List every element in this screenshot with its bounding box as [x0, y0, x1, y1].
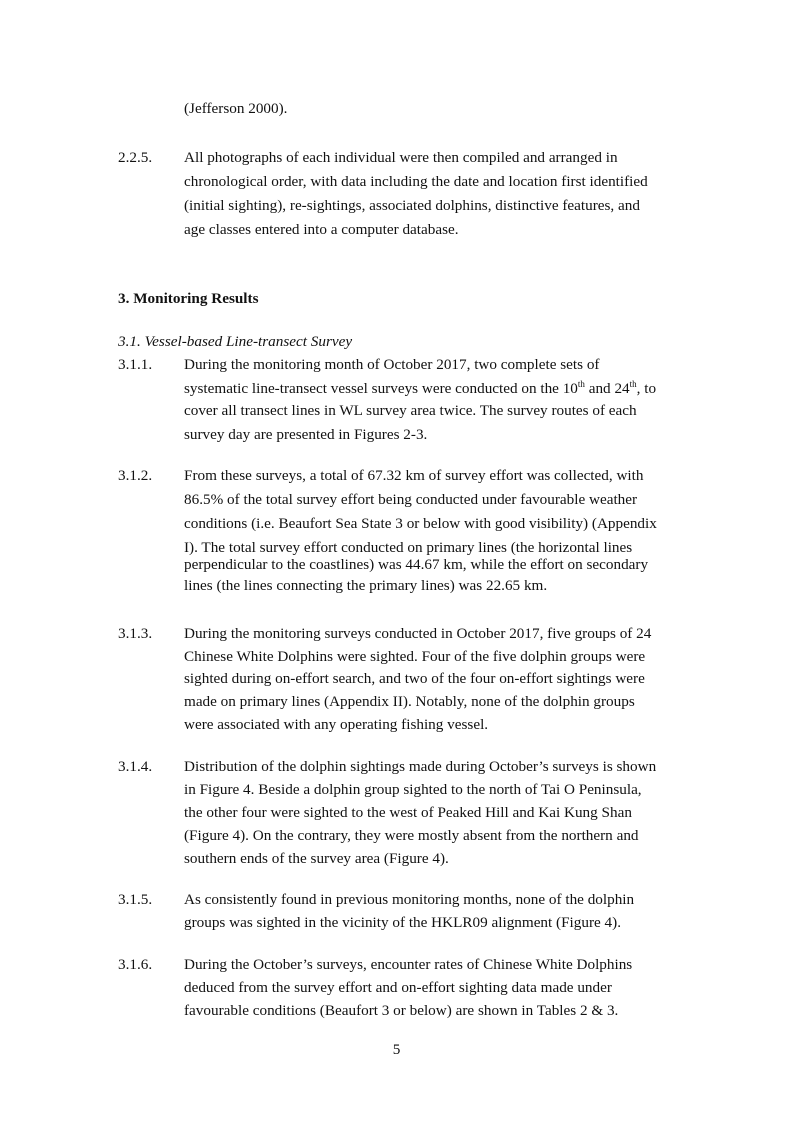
paragraph-3-1-2-line: I). The total survey effort conducted on primary lines (the horizontal lines	[184, 539, 633, 556]
paragraph-3-1-1-line-with-superscripts	[184, 381, 656, 397]
paragraph-number-2-2-5: 2.2.5.	[118, 149, 153, 166]
paragraph-3-1-4-line: (Figure 4). On the contrary, they were mostly absent from the northern and	[184, 827, 639, 844]
paragraph-3-1-6-line: favourable conditions (Beaufort 3 or below) are shown in Tables 2 & 3.	[184, 1002, 619, 1019]
superscript: th	[629, 379, 637, 389]
paragraph-number-3-1-6: 3.1.6.	[118, 956, 153, 973]
page-number: 5	[392, 1041, 401, 1058]
paragraph-number-3-1-4: 3.1.4.	[118, 758, 153, 775]
paragraph-3-1-4-line: Distribution of the dolphin sightings made during October’s surveys is shown	[184, 758, 657, 775]
paragraph-3-1-2-line: lines (the lines connecting the primary lines) was 22.65 km.	[184, 577, 548, 594]
paragraph-2-2-5-line: age classes entered into a computer database.	[184, 221, 459, 238]
paragraph-3-1-2-line: conditions (i.e. Beaufort Sea State 3 or below with good visibility) (Appendix	[184, 515, 657, 532]
paragraph-3-1-3-line: made on primary lines (Appendix II). Notably, none of the dolphin groups	[184, 693, 635, 710]
text-run: , to	[636, 380, 657, 397]
subsection-heading-vessel-survey: 3.1. Vessel-based Line-transect Survey	[118, 333, 353, 350]
section-heading-monitoring-results: 3. Monitoring Results	[118, 290, 259, 307]
text-run: systematic line-transect vessel surveys were conducted on the 10	[184, 380, 578, 397]
paragraph-3-1-2-line: perpendicular to the coastlines) was 44.67 km, while the effort on secondary	[184, 556, 649, 573]
text-run: and 24	[584, 380, 630, 397]
paragraph-3-1-3-line: were associated with any operating fishing vessel.	[184, 716, 489, 733]
paragraph-3-1-2-line: 86.5% of the total survey effort being conducted under favourable weather	[184, 491, 638, 508]
paragraph-3-1-4-line: southern ends of the survey area (Figure 4).	[184, 850, 449, 867]
paragraph-3-1-1-line: survey day are presented in Figures 2-3.	[184, 426, 428, 443]
paragraph-3-1-3-line: sighted during on-effort search, and two of the four on-effort sightings were	[184, 670, 645, 687]
paragraph-2-2-5-line: (initial sighting), re-sightings, associated dolphins, distinctive features, and	[184, 197, 640, 214]
paragraph-3-1-5-line: groups was sighted in the vicinity of the HKLR09 alignment (Figure 4).	[184, 914, 621, 931]
paragraph-3-1-6-line: deduced from the survey effort and on-effort sighting data made under	[184, 979, 612, 996]
paragraph-3-1-4-line: in Figure 4. Beside a dolphin group sighted to the north of Tai O Peninsula,	[184, 781, 642, 798]
paragraph-3-1-3-line: During the monitoring surveys conducted in October 2017, five groups of 24	[184, 625, 652, 642]
paragraph-2-2-5-line: All photographs of each individual were then compiled and arranged in	[184, 149, 618, 166]
paragraph-3-1-3-line: Chinese White Dolphins were sighted. Four of the five dolphin groups were	[184, 648, 646, 665]
paragraph-3-1-1-line: cover all transect lines in WL survey area twice. The survey routes of each	[184, 402, 637, 419]
paragraph-number-3-1-5: 3.1.5.	[118, 891, 153, 908]
paragraph-3-1-2-line: From these surveys, a total of 67.32 km of survey effort was collected, with	[184, 467, 644, 484]
paragraph-3-1-6-line: During the October’s surveys, encounter rates of Chinese White Dolphins	[184, 956, 633, 973]
superscript: th	[577, 379, 585, 389]
paragraph-2-2-5-line: chronological order, with data including the date and location first identified	[184, 173, 648, 190]
continuation-text: (Jefferson 2000).	[184, 100, 288, 117]
paragraph-number-3-1-1: 3.1.1.	[118, 356, 153, 373]
paragraph-3-1-4-line: the other four were sighted to the west of Peaked Hill and Kai Kung Shan	[184, 804, 632, 821]
paragraph-3-1-5-line: As consistently found in previous monitoring months, none of the dolphin	[184, 891, 635, 908]
paragraph-number-3-1-3: 3.1.3.	[118, 625, 153, 642]
paragraph-3-1-1-line: During the monitoring month of October 2017, two complete sets of	[184, 356, 600, 373]
paragraph-number-3-1-2: 3.1.2.	[118, 467, 153, 484]
